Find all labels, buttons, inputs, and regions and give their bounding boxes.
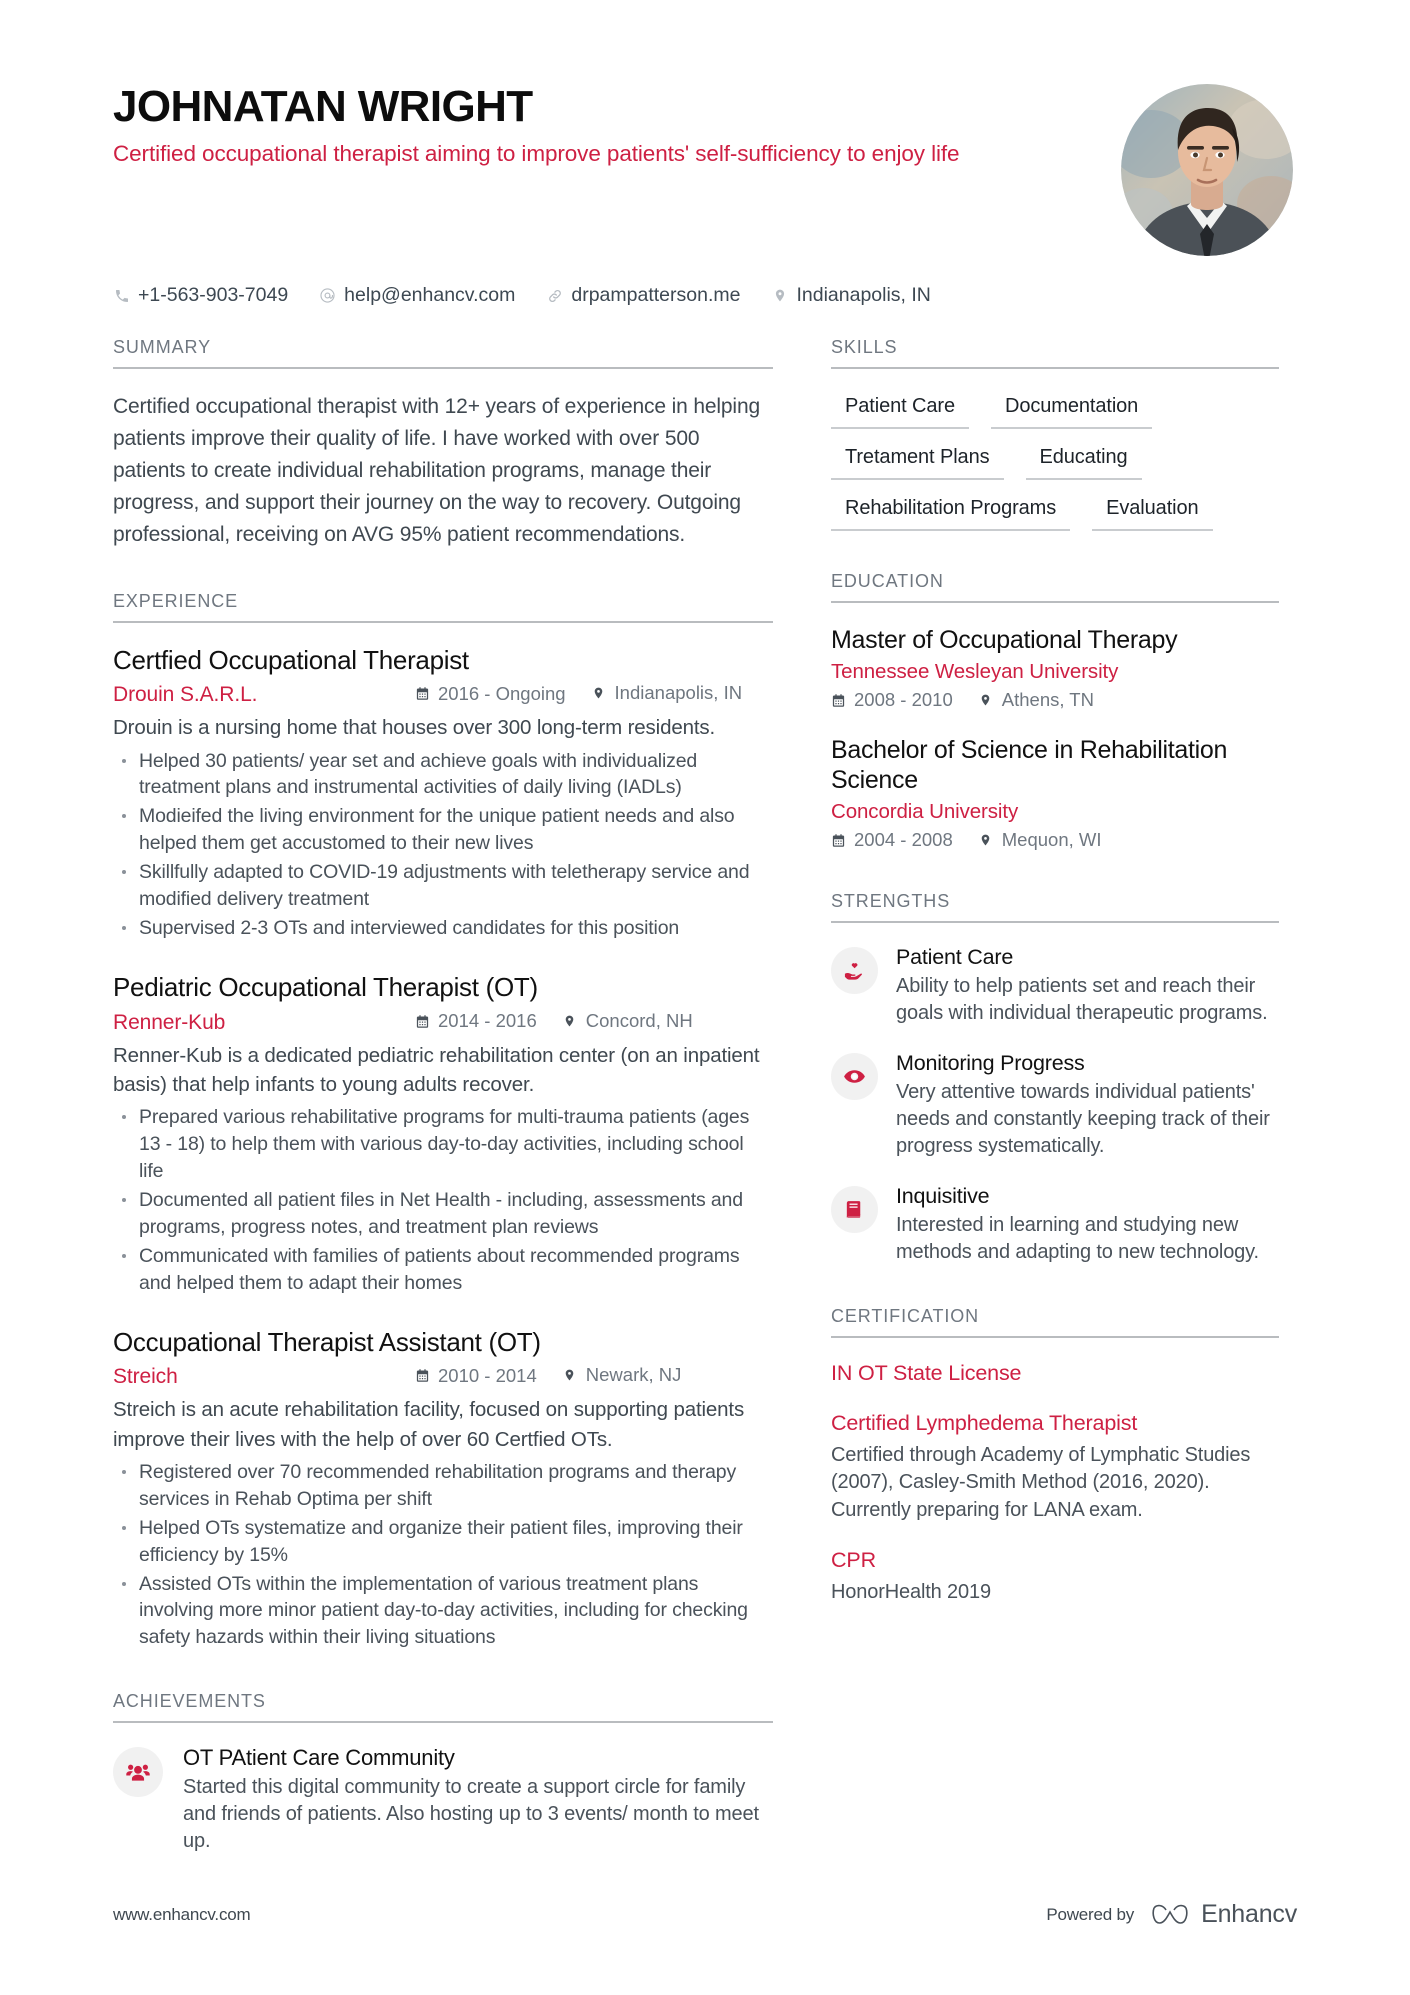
contact-phone-value: +1-563-903-7049 [138, 284, 289, 306]
education-meta [831, 689, 1279, 711]
education-dates-value: 2008 - 2010 [854, 689, 953, 710]
people-group-icon [113, 1747, 163, 1797]
education-degree: Master of Occupational Therapy [831, 626, 1178, 654]
contact-row [113, 284, 1297, 307]
location-icon [563, 1013, 578, 1028]
skills-list [831, 391, 1279, 531]
skill-chip[interactable]: Evaluation [1092, 493, 1212, 531]
section-heading-strengths: STRENGTHS [831, 891, 1279, 923]
email-icon [319, 287, 336, 304]
education-item [831, 625, 1279, 711]
job-company: Renner-Kub [113, 1010, 226, 1034]
contact-website-value: drpampatterson.me [571, 284, 741, 306]
job-bullets [113, 1459, 773, 1651]
job-company: Streich [113, 1365, 178, 1389]
job-meta [113, 682, 773, 707]
job-title: Certfied Occupational Therapist [113, 644, 469, 675]
section-certification [831, 1306, 1279, 1606]
skill-chip[interactable]: Patient Care [831, 391, 969, 429]
certification-name: IN OT State License [831, 1361, 1022, 1385]
strength-item [831, 1184, 1279, 1266]
strength-title: Monitoring Progress [896, 1051, 1085, 1075]
contact-email[interactable] [319, 284, 515, 307]
section-heading-experience: EXPERIENCE [113, 591, 773, 623]
section-experience [113, 591, 773, 1652]
enhancv-mark-icon [1150, 1902, 1190, 1928]
job-dates-value: 2014 - 2016 [438, 1010, 537, 1032]
strength-body [896, 945, 1279, 1027]
calendar-icon [415, 1368, 430, 1383]
calendar-icon [415, 1014, 430, 1029]
skill-chip[interactable]: Educating [1026, 442, 1142, 480]
strength-title: Patient Care [896, 945, 1014, 969]
education-location-value: Mequon, WI [1001, 829, 1102, 850]
job-title: Pediatric Occupational Therapist (OT) [113, 971, 538, 1002]
job-location [563, 1010, 693, 1032]
section-skills [831, 337, 1279, 531]
education-meta [831, 829, 1279, 851]
strength-description: Interested in learning and studying new methods and adapting to new technology. [896, 1214, 1259, 1263]
job-location [563, 1364, 682, 1386]
job-company: Drouin S.A.R.L. [113, 683, 258, 707]
job-bullets [113, 1104, 773, 1296]
contact-website[interactable] [546, 284, 740, 307]
section-summary [113, 337, 773, 551]
job-bullet: Communicated with families of patients about recommended programs and helped them to adapt their homes [113, 1243, 773, 1297]
certification-description: HonorHealth 2019 [831, 1580, 991, 1603]
hand-heart-icon [831, 947, 878, 994]
job-bullet: Helped OTs systematize and organize their patient files, improving their efficiency by 15% [113, 1515, 773, 1569]
header-text-block [113, 82, 1113, 168]
brand-name: Enhancv [1201, 1900, 1297, 1928]
education-item [831, 735, 1279, 851]
job-dates [415, 1010, 537, 1032]
job-dates-value: 2016 - Ongoing [438, 682, 566, 704]
job-dates [415, 1365, 537, 1387]
strength-item [831, 945, 1279, 1027]
education-location [979, 829, 1102, 851]
page-footer [113, 1900, 1297, 1929]
experience-item [113, 972, 773, 1297]
skill-chip[interactable]: Rehabilitation Programs [831, 493, 1070, 531]
achievement-body [183, 1745, 773, 1855]
contact-location[interactable] [771, 284, 930, 307]
education-location [979, 689, 1094, 711]
education-degree: Bachelor of Science in Rehabilitation Science [831, 736, 1228, 794]
achievement-description: Started this digital community to create a support circle for family and friends of patients. Also hosting up to 3 events/ month to meet up. [183, 1776, 759, 1853]
section-heading-summary: SUMMARY [113, 337, 773, 369]
header-tagline: Certified occupational therapist aiming to improve patients' self-sufficiency to enjoy life [113, 140, 960, 166]
right-column [831, 337, 1279, 1614]
experience-item [113, 1327, 773, 1652]
strength-body [896, 1051, 1279, 1160]
section-strengths [831, 891, 1279, 1266]
strength-title: Inquisitive [896, 1184, 990, 1208]
calendar-icon [831, 833, 846, 848]
job-bullet: Assisted OTs within the implementation of various treatment plans involving more minor patient day-to-day activities, including for checking safety hazards within their living situations [113, 1571, 773, 1652]
location-icon [771, 287, 788, 304]
job-location [592, 682, 743, 704]
footer-brand-block [1046, 1900, 1297, 1929]
job-description: Streich is an acute rehabilitation facility, focused on supporting patients improve their lives with the help of over 60 Certfied OTs. [113, 1398, 745, 1451]
left-column [113, 337, 773, 1863]
job-bullet: Prepared various rehabilitative programs for multi-trauma patients (ages 13 - 18) to help them with various day-to-day activities, including school life [113, 1104, 773, 1185]
eye-icon [831, 1053, 878, 1100]
education-school: Concordia University [831, 800, 1019, 823]
job-location-value: Newark, NJ [585, 1364, 682, 1386]
achievement-item [113, 1745, 773, 1855]
job-title: Occupational Therapist Assistant (OT) [113, 1326, 541, 1357]
section-heading-certification: CERTIFICATION [831, 1306, 1279, 1338]
contact-location-value: Indianapolis, IN [796, 284, 931, 306]
certification-name: CPR [831, 1547, 876, 1572]
job-bullet: Skillfully adapted to COVID-19 adjustments with teletherapy service and modified delivery treatment [113, 859, 773, 913]
skill-chip[interactable]: Tretament Plans [831, 442, 1004, 480]
contact-email-value: help@enhancv.com [344, 284, 516, 306]
education-dates-value: 2004 - 2008 [854, 829, 953, 850]
job-bullets [113, 748, 773, 942]
education-dates [831, 829, 953, 851]
strength-body [896, 1184, 1279, 1266]
section-achievements [113, 1691, 773, 1855]
certification-name: Certified Lymphedema Therapist [831, 1410, 1138, 1435]
certification-item [831, 1547, 1279, 1607]
resume-header [113, 82, 1297, 256]
education-location-value: Athens, TN [1001, 689, 1094, 710]
achievement-title: OT PAtient Care Community [183, 1745, 455, 1771]
job-location-value: Indianapolis, IN [614, 682, 743, 704]
job-description: Drouin is a nursing home that houses over 300 long-term residents. [113, 716, 716, 740]
job-bullet: Helped 30 patients/ year set and achieve goals with individualized treatment plans and instrumental activities of daily living (IADLs) [113, 748, 773, 802]
job-bullet: Registered over 70 recommended rehabilitation programs and therapy services in Rehab Optima per shift [113, 1459, 773, 1513]
location-icon [592, 686, 607, 701]
calendar-icon [415, 686, 430, 701]
job-meta [113, 1364, 773, 1389]
calendar-icon [831, 693, 846, 708]
page-title: JOHNATAN WRIGHT [113, 82, 533, 131]
section-heading-achievements: ACHIEVEMENTS [113, 1691, 773, 1723]
avatar [1121, 84, 1293, 256]
phone-icon [113, 287, 130, 304]
summary-text: Certified occupational therapist with 12+ years of experience in helping patients improve their quality of life. I have worked with over 500 patients to create individual rehabilitation programs, manage their progress, and support their journey on the way to recovery. Outgoing professional, receiving on AVG 95% patient recommendations. [113, 395, 761, 546]
job-bullet: Supervised 2-3 OTs and interviewed candidates for this position [113, 915, 773, 942]
job-meta [113, 1010, 773, 1035]
skill-chip[interactable]: Documentation [991, 391, 1152, 429]
job-description: Renner-Kub is a dedicated pediatric rehabilitation center (on an inpatient basis) that help infants to young adults recover. [113, 1043, 760, 1096]
experience-item [113, 645, 773, 942]
job-dates [415, 683, 566, 705]
section-heading-education: EDUCATION [831, 571, 1279, 603]
book-icon [831, 1186, 878, 1233]
strength-description: Very attentive towards individual patients' needs and constantly keeping track of their progress systematically. [896, 1081, 1270, 1157]
certification-item [831, 1410, 1279, 1525]
location-icon [563, 1368, 578, 1383]
section-education [831, 571, 1279, 851]
location-icon [979, 693, 994, 708]
strength-item [831, 1051, 1279, 1160]
content-columns [113, 337, 1297, 1863]
footer-url[interactable]: www.enhancv.com [113, 1904, 251, 1924]
job-bullet: Documented all patient files in Net Health - including, assessments and programs, progress notes, and treatment plan reviews [113, 1187, 773, 1241]
job-location-value: Concord, NH [585, 1009, 693, 1031]
certification-item [831, 1360, 1279, 1388]
link-icon [546, 287, 563, 304]
enhancv-logo [1150, 1900, 1297, 1929]
education-dates [831, 689, 953, 711]
certification-description: Certified through Academy of Lymphatic Studies (2007), Casley-Smith Method (2016, 2020). Currently preparing for LANA exam. [831, 1443, 1251, 1522]
strength-description: Ability to help patients set and reach their goals with individual therapeutic programs. [896, 975, 1268, 1024]
avatar-photo [1121, 84, 1293, 256]
education-school: Tennessee Wesleyan University [831, 660, 1119, 683]
location-icon [979, 833, 994, 848]
contact-phone[interactable] [113, 284, 288, 307]
job-dates-value: 2010 - 2014 [438, 1364, 537, 1386]
powered-by-label: Powered by [1046, 1904, 1135, 1924]
job-bullet: Modieifed the living environment for the unique patient needs and also helped them get accustomed to their new lives [113, 803, 773, 857]
section-heading-skills: SKILLS [831, 337, 1279, 369]
